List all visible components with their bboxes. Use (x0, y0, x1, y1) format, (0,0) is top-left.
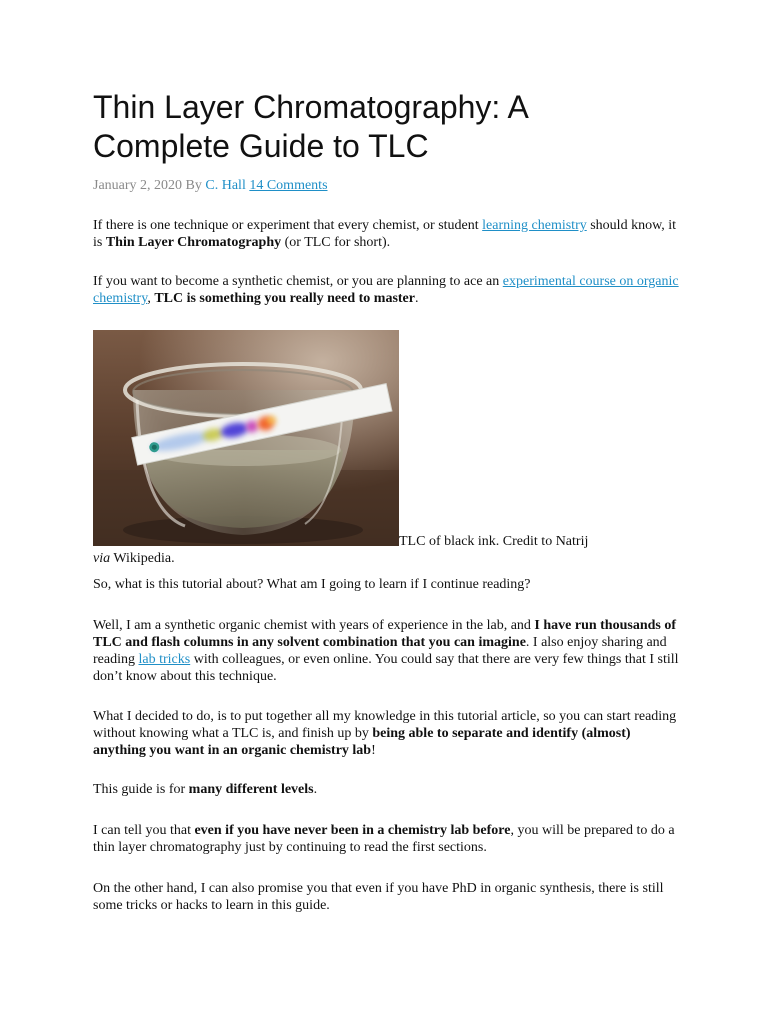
article-title: Thin Layer Chromatography: A Complete Guide to TLC (93, 89, 528, 164)
text-run: (or TLC for short). (281, 235, 391, 250)
text-run: . (313, 782, 318, 797)
text-run: This guide is for (93, 782, 189, 797)
text-run: , (147, 291, 155, 306)
bold-text: Thin Layer Chromatography (105, 235, 282, 250)
bold-text: TLC is something you really need to master (154, 291, 415, 306)
text-run: Well, I am a synthetic organic chemist with years of experience in the lab, and (93, 618, 535, 633)
lab-tricks-link[interactable]: lab tricks (138, 652, 191, 667)
bold-text: I have run thousands of TLC and flash columns in any solvent combination that you can imagine (93, 618, 677, 650)
caption-text: Wikipedia. (110, 551, 175, 566)
comments-link[interactable]: 14 Comments (249, 178, 328, 193)
by-label: By (185, 178, 202, 193)
text-run: ! (371, 743, 376, 758)
text-run: If you want to become a synthetic chemist, or you are planning to ace an (93, 274, 503, 289)
text-run: So, what is this tutorial about? What am I going to learn if I continue reading? (93, 577, 531, 592)
text-run: with colleagues, or even online. You could say that there are very few things that I still don’t know about this technique. (93, 652, 679, 684)
body-paragraph-7 (93, 822, 683, 856)
body-paragraph-5 (93, 708, 683, 759)
text-run: , you will be prepared to do a thin layer chromatography just by continuing to read the first sections. (93, 823, 675, 855)
photo-caption (93, 533, 593, 567)
body-paragraph-8 (93, 880, 683, 914)
body-paragraph-4 (93, 617, 683, 685)
caption-text: TLC of black ink. Credit to Natrij (399, 534, 589, 549)
intro-paragraph-2 (93, 273, 683, 307)
body-paragraph-3 (93, 576, 683, 593)
author-link[interactable]: C. Hall (205, 178, 246, 193)
caption-via: via (93, 551, 111, 566)
text-run: If there is one technique or experiment that every chemist, or student (93, 218, 483, 233)
text-run: On the other hand, I can also promise you that even if you have PhD in organic synthesis, there is still some tricks or hacks to learn in this guide. (93, 881, 664, 913)
bold-text: being able to separate and identify (almost) anything you want in an organic chemistry lab (93, 726, 631, 758)
bold-text: even if you have never been in a chemistry lab before (194, 823, 511, 838)
bold-text: many different levels (188, 782, 314, 797)
text-run: I can tell you that (93, 823, 195, 838)
intro-paragraph-1 (93, 217, 683, 251)
experimental-course-link[interactable]: experimental course on organic chemistry (93, 274, 679, 306)
text-run: . (415, 291, 419, 306)
article-meta (93, 176, 328, 196)
tlc-photo (93, 330, 399, 546)
learning-chemistry-link[interactable]: learning chemistry (482, 218, 587, 233)
text-run: . I also enjoy sharing and reading (93, 635, 667, 667)
body-paragraph-6 (93, 781, 683, 798)
post-date: January 2, 2020 (93, 178, 183, 193)
text-run: What I decided to do, is to put together all my knowledge in this tutorial article, so you can start reading without knowing what a TLC is, and finish up by (93, 709, 677, 741)
text-run: should know, it is (93, 218, 677, 250)
